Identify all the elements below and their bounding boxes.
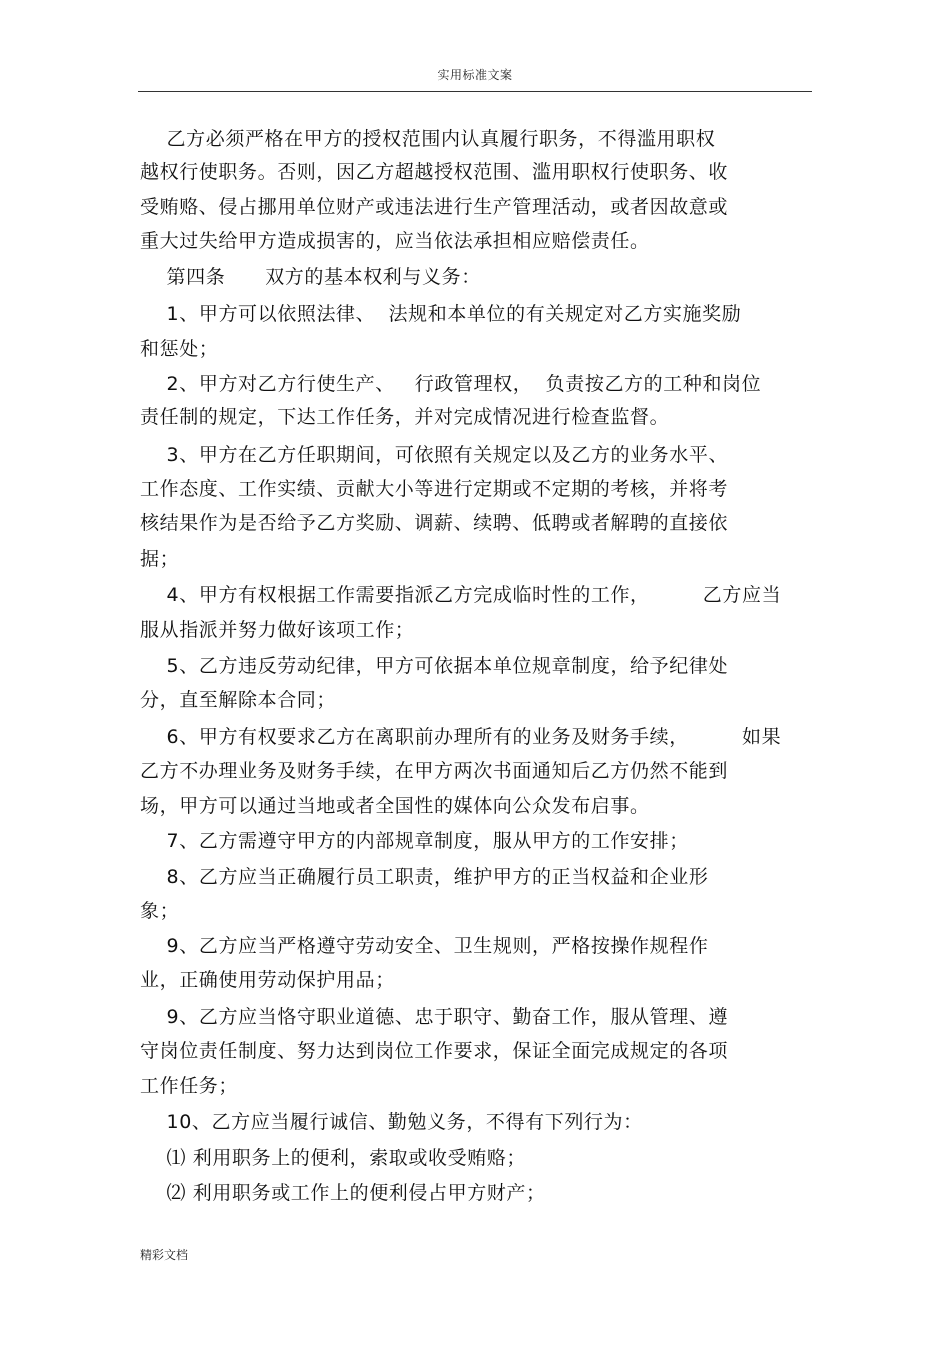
- body-line: 8、乙方应当正确履行员工职责，维护甲方的正当权益和企业形: [140, 866, 709, 888]
- body-line: 乙方必须严格在甲方的授权范围内认真履行职务，不得滥用职权: [140, 128, 716, 150]
- body-line: 5、乙方违反劳动纪律，甲方可依据本单位规章制度，给予纪律处: [140, 655, 729, 677]
- body-line: 象；: [140, 900, 180, 922]
- section-heading: 第四条 双方的基本权利与义务：: [140, 266, 481, 288]
- page-header: 实用标准文案: [437, 68, 513, 82]
- body-line: 越权行使职务。否则，因乙方超越授权范围、滥用职权行使职务、收: [140, 161, 729, 183]
- body-line: 2、甲方对乙方行使生产、 行政管理权， 负责按乙方的工种和岗位: [140, 373, 762, 395]
- body-line: 重大过失给甲方造成损害的，应当依法承担相应赔偿责任。: [140, 230, 650, 252]
- body-line: 责任制的规定，下达工作任务，并对完成情况进行检查监督。: [140, 406, 670, 428]
- body-line: 分，直至解除本合同；: [140, 689, 337, 711]
- body-line: ⑵ 利用职务或工作上的便利侵占甲方财产；: [140, 1182, 546, 1204]
- body-line: 业，正确使用劳动保护用品；: [140, 969, 395, 991]
- body-line: 场，甲方可以通过当地或者全国性的媒体向公众发布启事。: [140, 795, 650, 817]
- body-line: 守岗位责任制度、努力达到岗位工作要求，保证全面完成规定的各项: [140, 1040, 729, 1062]
- body-line: 7、乙方需遵守甲方的内部规章制度，服从甲方的工作安排；: [140, 830, 689, 852]
- body-line: 10、乙方应当履行诚信、勤勉义务，不得有下列行为：: [140, 1111, 643, 1133]
- body-line: 受贿赂、侵占挪用单位财产或违法进行生产管理活动，或者因故意或: [140, 196, 729, 218]
- body-line: 4、甲方有权根据工作需要指派乙方完成临时性的工作， 乙方应当: [140, 584, 782, 606]
- body-line: 3、甲方在乙方任职期间，可依照有关规定以及乙方的业务水平、: [140, 444, 729, 466]
- header-divider: [138, 91, 812, 92]
- body-line: 6、甲方有权要求乙方在离职前办理所有的业务及财务手续， 如果: [140, 726, 782, 748]
- body-line: 工作态度、工作实绩、贡献大小等进行定期或不定期的考核，并将考: [140, 478, 729, 500]
- body-line: 乙方不办理业务及财务手续，在甲方两次书面通知后乙方仍然不能到: [140, 760, 729, 782]
- body-line: 工作任务；: [140, 1075, 239, 1097]
- body-line: 1、甲方可以依照法律、 法规和本单位的有关规定对乙方实施奖励: [140, 303, 742, 325]
- body-line: 核结果作为是否给予乙方奖励、调薪、续聘、低聘或者解聘的直接依: [140, 512, 729, 534]
- body-line: 和惩处；: [140, 338, 219, 360]
- body-line: 服从指派并努力做好该项工作；: [140, 619, 415, 641]
- body-line: 据；: [140, 548, 180, 570]
- body-line: 9、乙方应当恪守职业道德、忠于职守、勤奋工作，服从管理、遵: [140, 1006, 729, 1028]
- body-line: ⑴ 利用职务上的便利，索取或收受贿赂；: [140, 1147, 526, 1169]
- body-line: 9、乙方应当严格遵守劳动安全、卫生规则，严格按操作规程作: [140, 935, 709, 957]
- page-footer: 精彩文档: [140, 1248, 189, 1262]
